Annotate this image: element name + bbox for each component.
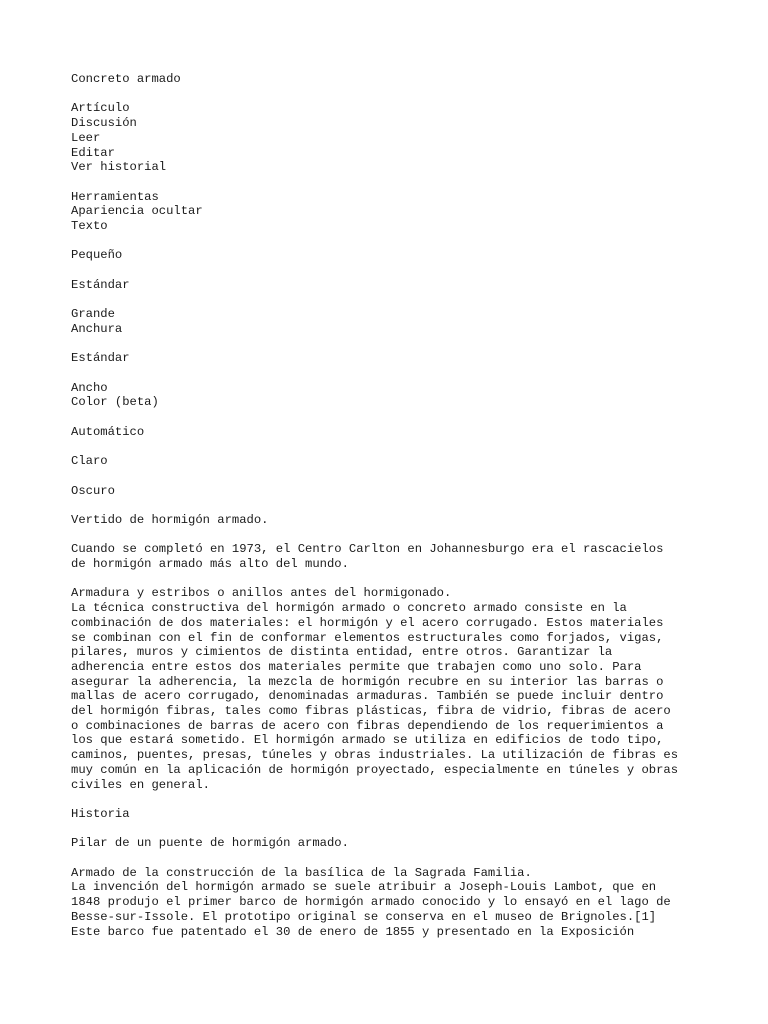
- intro-line: se combinan con el fin de conformar elementos estructurales como forjados, vigas,: [71, 630, 664, 645]
- intro-line: pilares, muros y cimientos de distinta entidad, entre otros. Garantizar la: [71, 645, 613, 660]
- spacer: [71, 292, 711, 307]
- spacer: [71, 528, 711, 543]
- intro-line: La técnica constructiva del hormigón armado o concreto armado consiste en la: [71, 601, 627, 616]
- history-paragraph: [71, 880, 711, 939]
- history-line: 1848 produjo el primer barco de hormigón armado conocido y lo ensayó en el lago de: [71, 895, 671, 910]
- history-line: La invención del hormigón armado se suele atribuir a Joseph-Louis Lambot, que en: [71, 880, 657, 895]
- spacer: [71, 469, 711, 484]
- text-size-large-option[interactable]: Grande: [71, 307, 115, 322]
- spacer: [71, 87, 711, 102]
- width-wide-option[interactable]: Ancho: [71, 380, 108, 395]
- caption-bridge: Pilar de un puente de hormigón armado.: [71, 836, 349, 851]
- intro-line: mallas de acero corrugado, denominadas armaduras. También se puede incluir dentro: [71, 689, 664, 704]
- spacer: [71, 822, 711, 837]
- color-label: Color (beta): [71, 395, 159, 410]
- color-dark-option[interactable]: Oscuro: [71, 483, 115, 498]
- appearance-hide-toggle[interactable]: Apariencia ocultar: [71, 204, 203, 219]
- intro-line: asegurar la adherencia, la mezcla de hormigón recubre en su interior las barras o: [71, 674, 664, 689]
- spacer: [71, 439, 711, 454]
- document-page: [71, 72, 711, 939]
- spacer: [71, 792, 711, 807]
- caption-carlton-line: de hormigón armado más alto del mundo.: [71, 557, 349, 572]
- tools-menu[interactable]: Herramientas: [71, 189, 159, 204]
- caption-carlton-line: Cuando se completó en 1973, el Centro Carlton en Johannesburgo era el rascacielos: [71, 542, 664, 557]
- caption-rebar: Armadura y estribos o anillos antes del hormigonado.: [71, 586, 452, 601]
- tab-discussion[interactable]: Discusión: [71, 116, 137, 131]
- intro-line: caminos, puentes, presas, túneles y obras industriales. La utilización de fibras es: [71, 748, 679, 763]
- text-size-label: Texto: [71, 219, 108, 233]
- action-read[interactable]: Leer: [71, 130, 101, 145]
- history-line: Besse-sur-Issole. El prototipo original se conserva en el museo de Brignoles.[1]: [71, 909, 657, 924]
- spacer: [71, 263, 711, 278]
- section-heading-history: Historia: [71, 806, 130, 821]
- text-size-standard-option[interactable]: Estándar: [71, 277, 130, 292]
- intro-line: adherencia entre estos dos materiales permite que trabajen como uno solo. Para: [71, 659, 642, 674]
- intro-line: muy común en la aplicación de hormigón proyectado, especialmente en túneles y obras: [71, 762, 679, 777]
- color-light-option[interactable]: Claro: [71, 454, 108, 469]
- intro-line: los que estará sometido. El hormigón armado se utiliza en edificios de todo tipo,: [71, 733, 664, 748]
- action-edit[interactable]: Editar: [71, 145, 115, 160]
- spacer: [71, 572, 711, 587]
- spacer: [71, 175, 711, 190]
- text-size-small-option[interactable]: Pequeño: [71, 248, 123, 263]
- spacer: [71, 366, 711, 381]
- caption-pour: Vertido de hormigón armado.: [71, 512, 269, 527]
- intro-line: o combinaciones de barras de acero con fibras dependiendo de los requerimientos a: [71, 718, 664, 733]
- intro-line: del hormigón fibras, tales como fibras plásticas, fibra de vidrio, fibras de acero: [71, 704, 671, 719]
- spacer: [71, 498, 711, 513]
- spacer: [71, 337, 711, 352]
- intro-paragraph: [71, 601, 711, 792]
- page-title: Concreto armado: [71, 72, 181, 86]
- tab-article[interactable]: Artículo: [71, 101, 130, 116]
- color-automatic-option[interactable]: Automático: [71, 424, 145, 439]
- spacer: [71, 410, 711, 425]
- intro-line: combinación de dos materiales: el hormigón y el acero corrugado. Estos materiales: [71, 615, 664, 630]
- spacer: [71, 851, 711, 866]
- history-line: Este barco fue patentado el 30 de enero de 1855 y presentado en la Exposición: [71, 924, 635, 939]
- width-label: Anchura: [71, 321, 123, 336]
- intro-line: civiles en general.: [71, 777, 210, 792]
- action-view-history[interactable]: Ver historial: [71, 160, 167, 175]
- caption-sagrada-familia: Armado de la construcción de la basílica de la Sagrada Familia.: [71, 865, 532, 880]
- width-standard-option[interactable]: Estándar: [71, 351, 130, 366]
- spacer: [71, 234, 711, 249]
